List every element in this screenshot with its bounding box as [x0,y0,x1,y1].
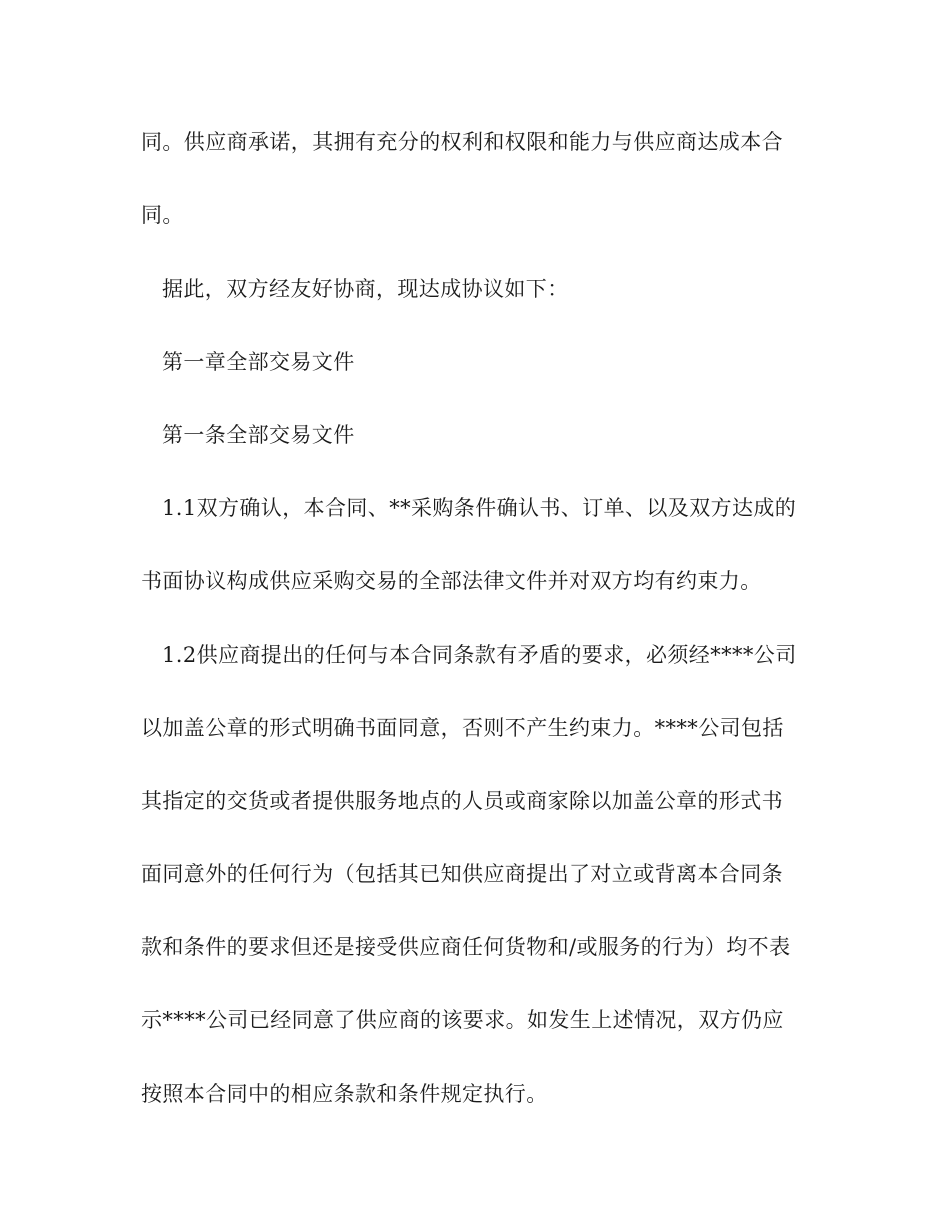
paragraph-intro: 据此，双方经友好协商，现达成协议如下： [162,277,569,301]
article-heading: 第一条全部交易文件 [162,423,355,447]
clause-1-2-line: 其指定的交货或者提供服务地点的人员或商家除以加盖公章的形式书 [141,789,783,813]
clause-1-1-line: 书面协议构成供应采购交易的全部法律文件并对双方均有约束力。 [141,569,762,593]
clause-1-2-line: 示****公司已经同意了供应商的该要求。如发生上述情况，双方仍应 [141,1008,784,1032]
chapter-heading: 第一章全部交易文件 [162,350,355,374]
clause-1-2-line: 按照本合同中的相应条款和条件规定执行。 [141,1082,548,1106]
clause-1-2-line: 款和条件的要求但还是接受供应商任何货物和/或服务的行为）均不表 [141,935,791,959]
clause-1-2-line: 面同意外的任何行为（包括其已知供应商提出了对立或背离本合同条 [141,862,783,886]
clause-1-1-line: 1.1双方确认，本合同、**采购条件确认书、订单、以及双方达成的 [162,496,797,520]
paragraph-line: 同。 [141,203,184,227]
paragraph-line: 同。供应商承诺，其拥有充分的权利和权限和能力与供应商达成本合 [141,130,783,154]
clause-1-2-line: 1.2供应商提出的任何与本合同条款有矛盾的要求，必须经****公司 [162,643,797,667]
clause-1-2-line: 以加盖公章的形式明确书面同意，否则不产生约束力。****公司包括 [141,716,784,740]
